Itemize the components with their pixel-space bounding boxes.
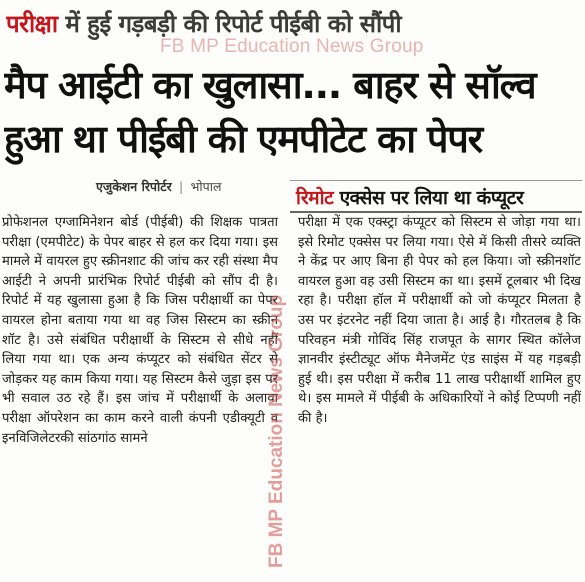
article-left-column xyxy=(2,213,278,579)
byline xyxy=(96,178,221,195)
subhead-rule-top xyxy=(290,180,582,181)
watermark-top: FB MP Education News Group xyxy=(160,36,424,57)
subhead xyxy=(296,184,523,210)
kicker-highlight: परीक्षा xyxy=(6,10,58,38)
subhead-text: एक्सेस पर लिया था कंप्यूटर xyxy=(333,187,524,209)
article-right-column xyxy=(298,213,581,579)
watermark-side: FB MP Education News Group xyxy=(266,294,287,568)
subhead-highlight: रिमोट xyxy=(296,187,334,209)
headline-line-1: मैप आईटी का खुलासा... बाहर से सॉल्व xyxy=(4,63,536,107)
kicker-text: में हुई गड़बड़ी की रिपोर्ट पीईबी को सौंपी xyxy=(57,10,402,38)
byline-reporter: एजुकेशन रिपोर्टर xyxy=(96,179,172,194)
right-column-text: परीक्षा में एक एक्स्ट्रा कंप्यूटर को सिस्टम से जोड़ा गया था। इसे रिमोट एक्सेस पर लिया गया। ऐसे में किसी तीसरे व्यक्ति ने केंद्र पर आए बिना ही पेपर को हल किया। जो स्क्रीनशॉट वायरल हुआ वह उसी सिस्टम का था। इसमें टूलबार भी दिख रहा है। परीक्षा हॉल में परीक्षार्थी को जो कंप्यूटर मिलता है उस पर इंटरनेट नहीं दिया जाता है। आई है। गौरतलब है कि परिवहन मंत्री गोविंद सिंह राजपूत के सागर स्थित कॉलेज ज्ञानवीर इंस्टीट्यूट ऑफ मैनेजमेंट एंड साइंस में यह गड़बड़ी हुई थी। इस परीक्षा में करीब 11 लाख परीक्षार्थी शामिल हुए थे। इस मामले में पीईबी के अधिकारियों ने कोई टिप्पणी नहीं की है। xyxy=(298,215,581,426)
headline xyxy=(4,58,581,166)
byline-city: भोपाल xyxy=(190,179,222,194)
left-column-text: प्रोफेशनल एग्जामिनेशन बोर्ड (पीईबी) की शिक्षक पात्रता परीक्षा (एमपीटेट) के पेपर बाहर से हल कर दिया गया। इस मामले में वायरल हुए स्क्रीनशाट की जांच कर रही संस्था मैप आईटी ने अपनी प्रारंभिक रिपोर्ट पीईबी को सौंप दी है। रिपोर्ट में यह खुलासा हुआ है कि जिस परीक्षार्थी का पेपर वायरल होना बताया गया था वह जिस सिस्टम का स्क्रीन शॉट है। उसे संबंधित परीक्षार्थी के सिस्टम से सीधे नहीं लिया गया था। एक अन्य कंप्यूटर को संबंधित सेंटर से जोड़कर यह काम किया गया। यह सिस्टम कैसे जुड़ा इस पर भी सवाल उठ रहे हैं। इस जांच में परीक्षार्थी के अलावा परीक्षा ऑपरेशन का काम करने वाली कंपनी एडीक्यूटी व इनविजिलेटरकी सांठगांठ सामने xyxy=(2,215,278,446)
byline-separator: | xyxy=(179,179,184,194)
headline-line-2: हुआ था पीईबी की एमपीटेट का पेपर xyxy=(4,117,482,161)
